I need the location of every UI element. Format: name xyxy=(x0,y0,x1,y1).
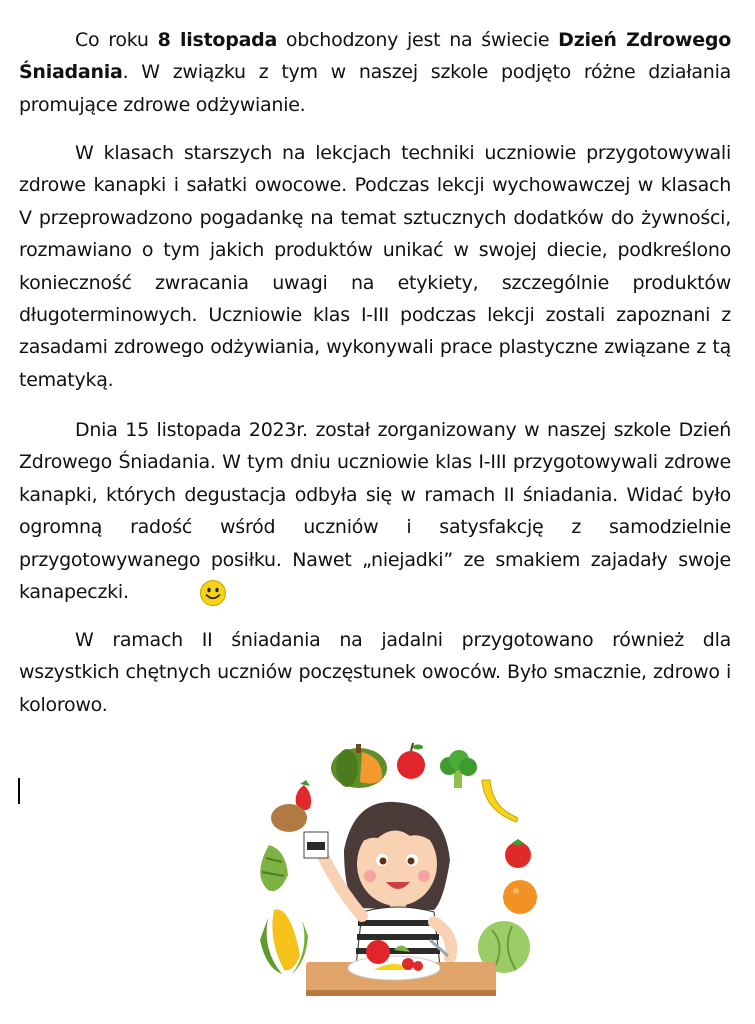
orange-icon xyxy=(503,880,537,914)
smiley-face-icon xyxy=(143,579,171,607)
paragraph-intro xyxy=(19,24,731,121)
paragraph-older-classes: W klasach starszych na lekcjach techniki uczniowie przygotowywali zdrowe kanapki i sałatki owocowe. Podczas lekcji wychowawczej w klasach V przeprowadzono pogadankę na temat sztucznych dodatków do żywności, rozmawiano o tym jakich produktów unikać w swojej diecie, podkreślono konieczność zwracania uwagi na etykiety, szczególnie produktów długoterminowych. Uczniowie klas I-III podczas lekcji zostali zapoznani z zasadami zdrowego odżywiania, wykonywali prace plastyczne związane z tą tematyką. xyxy=(19,142,731,391)
intro-text-3: . W związku z tym w naszej szkole podjęto różne działania promujące zdrowe odżywianie. xyxy=(19,61,731,116)
intro-text-2: obchodzony jest na świecie xyxy=(277,29,559,51)
event-day-text: Dnia 15 listopada 2023r. został zorganizowany w naszej szkole Dzień Zdrowego Śniadania. W tym dniu uczniowie klas I-III przygotowywali zdrowe kanapki, których degustacja odbyła się w ramach II śniadania. Widać było ogromną radość wśród uczniów i satysfakcję z samodzielnie przygotowywanego posiłku. Nawet „niejadki” ze smakiem zajadały swoje kanapeczki. xyxy=(19,419,731,604)
apple-icon xyxy=(397,743,425,779)
text-cursor xyxy=(18,778,20,804)
corn-icon xyxy=(260,910,308,974)
paragraph-event-day xyxy=(19,414,731,608)
strawberry-icon xyxy=(296,780,311,810)
broccoli-icon xyxy=(440,750,477,788)
intro-text-1: Co roku xyxy=(75,29,158,51)
child-eating-healthy-breakfast-illustration xyxy=(244,740,544,1005)
paragraph-fruit-treat: W ramach II śniadania na jadalni przygotowano również dla wszystkich chętnych uczniów poczęstunek owoców. Było smacznie, zdrowo i kolorowo. xyxy=(19,629,731,716)
breakfast-table xyxy=(306,940,496,996)
potato-icon xyxy=(271,804,307,832)
pumpkin-icon xyxy=(331,744,387,788)
artichoke-icon xyxy=(260,845,288,891)
date-bold: 8 listopada xyxy=(157,29,278,51)
tomato-icon xyxy=(505,839,531,868)
banana-icon xyxy=(482,780,518,822)
event-name-bold: Dzień Zdrowego Śniadania xyxy=(19,29,732,84)
